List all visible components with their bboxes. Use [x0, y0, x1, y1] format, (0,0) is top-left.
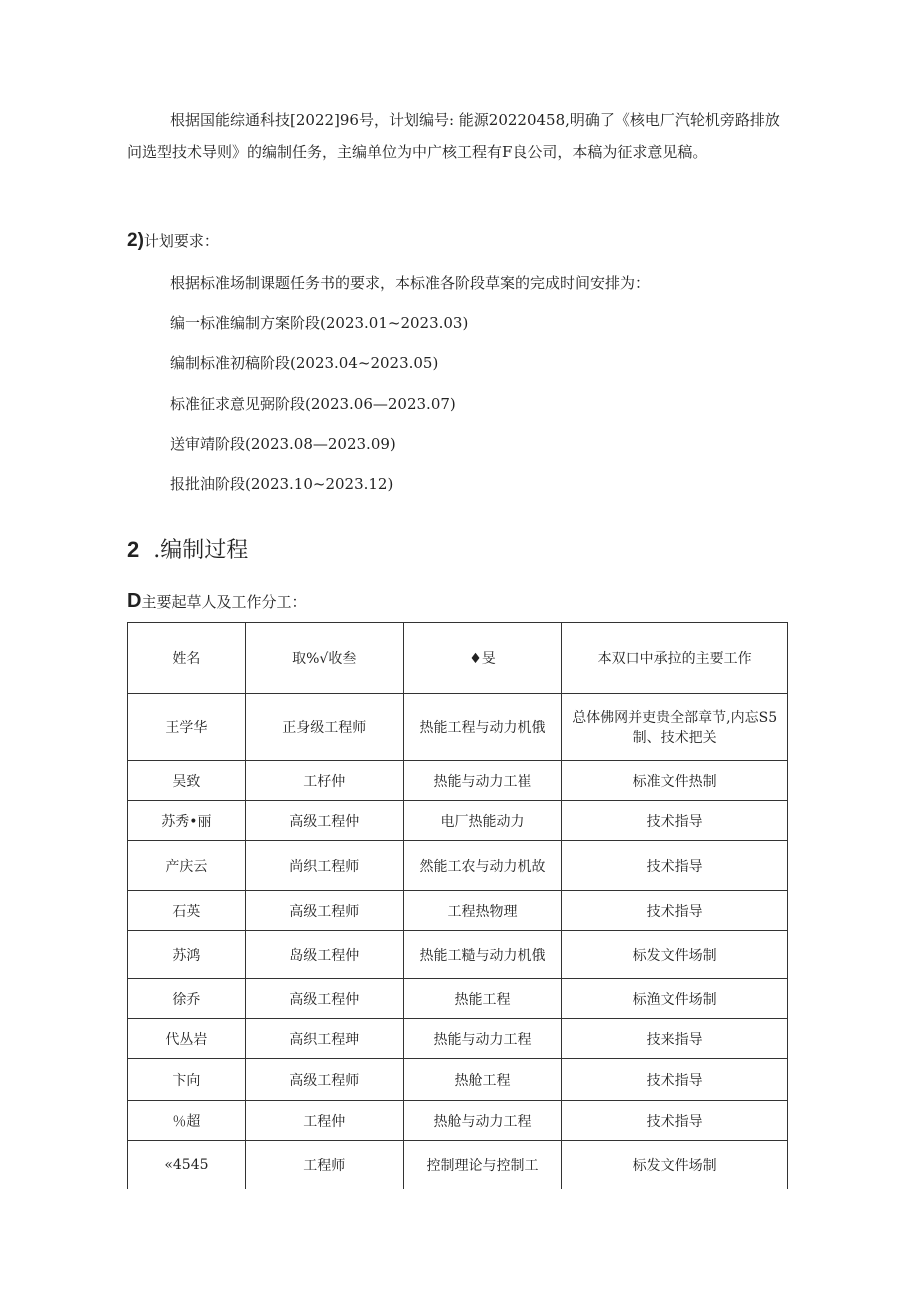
drafters-table [127, 622, 788, 1189]
table-header-cell: 姓名 [128, 623, 246, 694]
table-cell: 徐乔 [128, 979, 246, 1019]
table-cell: 热能工糙与动力机俄 [403, 931, 562, 979]
table-cell: 热能工程与动力机俄 [403, 694, 562, 761]
table-cell: 标发文件场制 [562, 1141, 788, 1189]
subsection-title: 主要起草人及工作分工： [141, 593, 307, 611]
table-row [128, 1019, 788, 1059]
table-cell: 工程仲 [245, 1101, 403, 1141]
table-row [128, 979, 788, 1019]
table-cell: 技术指导 [562, 841, 788, 891]
table-cell: 正身级工程师 [245, 694, 403, 761]
table-cell: 高级工程仲 [245, 801, 403, 841]
table-header-cell: 取%√收叁 [245, 623, 403, 694]
table-cell: 王学华 [128, 694, 246, 761]
table-cell: 标发文件场制 [562, 931, 788, 979]
table-cell: 尚织工程师 [245, 841, 403, 891]
table-cell: 控制理论与控制工 [403, 1141, 562, 1189]
table-cell: 技术指导 [562, 1059, 788, 1101]
stage-item: 标准征求意见弼阶段(2023.06—2023.07) [170, 395, 456, 413]
table-cell: 电厂热能动力 [403, 801, 562, 841]
table-header-cell: 本双口中承拉的主要工作 [562, 623, 788, 694]
stage-item: 报批油阶段(2023.10~2023.12) [170, 475, 394, 493]
table-row [128, 801, 788, 841]
table-cell: 热舱工程 [403, 1059, 562, 1101]
table-cell: 技术指导 [562, 801, 788, 841]
table-cell: 热舱与动力工程 [403, 1101, 562, 1141]
table-cell: 总体佛网并吏贵全部章节,内忘S5制、技术把关 [562, 694, 788, 761]
table-cell: 工程师 [245, 1141, 403, 1189]
table-row [128, 1141, 788, 1189]
table-header-cell: ♦旻 [403, 623, 562, 694]
subsection-number: D [127, 590, 142, 612]
heading-text: 计划要求： [143, 232, 219, 250]
table-cell: 代丛岩 [128, 1019, 246, 1059]
plan-heading [127, 225, 792, 257]
table-cell: 热能与动力工程 [403, 1019, 562, 1059]
table-cell: 热能工程 [403, 979, 562, 1019]
section-number: 2 [127, 537, 140, 562]
heading-number: 2) [127, 230, 144, 251]
table-cell: 技来指导 [562, 1019, 788, 1059]
table-cell: 技术指导 [562, 1101, 788, 1141]
stage-item: 编一标准编制方案阶段(2023.01~2023.03) [170, 314, 469, 332]
table-row [128, 931, 788, 979]
table-row [128, 891, 788, 931]
table-cell: 工程热物理 [403, 891, 562, 931]
table-row [128, 841, 788, 891]
table-cell: 岛级工程仲 [245, 931, 403, 979]
plan-intro: 根据标准场制课题任务书的要求，本标准各阶段草案的完成时间安排为： [170, 274, 651, 292]
table-cell: 高级工程师 [245, 891, 403, 931]
table-cell: 高级工程仲 [245, 979, 403, 1019]
table-cell: 苏秀•丽 [128, 801, 246, 841]
table-cell: 高级工程师 [245, 1059, 403, 1101]
table-row [128, 1059, 788, 1101]
stage-item: 编制标准初稿阶段(2023.04~2023.05) [170, 354, 439, 372]
table-header-row [128, 623, 788, 694]
table-row [128, 1101, 788, 1141]
table-cell: 热能与动力工崔 [403, 761, 562, 801]
table-cell: 吴致 [128, 761, 246, 801]
table-cell: 石英 [128, 891, 246, 931]
table-cell: 标渔文件场制 [562, 979, 788, 1019]
table-cell: 标准文件热制 [562, 761, 788, 801]
section-title: .编制过程 [153, 538, 249, 563]
table-cell: ％超 [128, 1101, 246, 1141]
table-cell: 高织工程珅 [245, 1019, 403, 1059]
section-heading [127, 533, 248, 564]
intro-paragraph: 根据国能综通科技[2022]96号，计划编号: 能源20220458,明确了《核电厂汽轮机旁路排放问选型技术导则》的编制任务，主编单位为中广核工程有F良公司，本稿为征求意见稿。 [127, 111, 780, 161]
table-cell: 苏鸿 [128, 931, 246, 979]
table-cell: 卞向 [128, 1059, 246, 1101]
table-row [128, 694, 788, 761]
stage-item: 送审靖阶段(2023.08—2023.09) [170, 435, 396, 453]
table-cell: 然能工农与动力机故 [403, 841, 562, 891]
subsection-heading [127, 585, 792, 618]
table-row [128, 761, 788, 801]
table-cell: 工杍仲 [245, 761, 403, 801]
table-cell: 产庆云 [128, 841, 246, 891]
table-cell: «4545 [128, 1141, 246, 1189]
table-cell: 技术指导 [562, 891, 788, 931]
